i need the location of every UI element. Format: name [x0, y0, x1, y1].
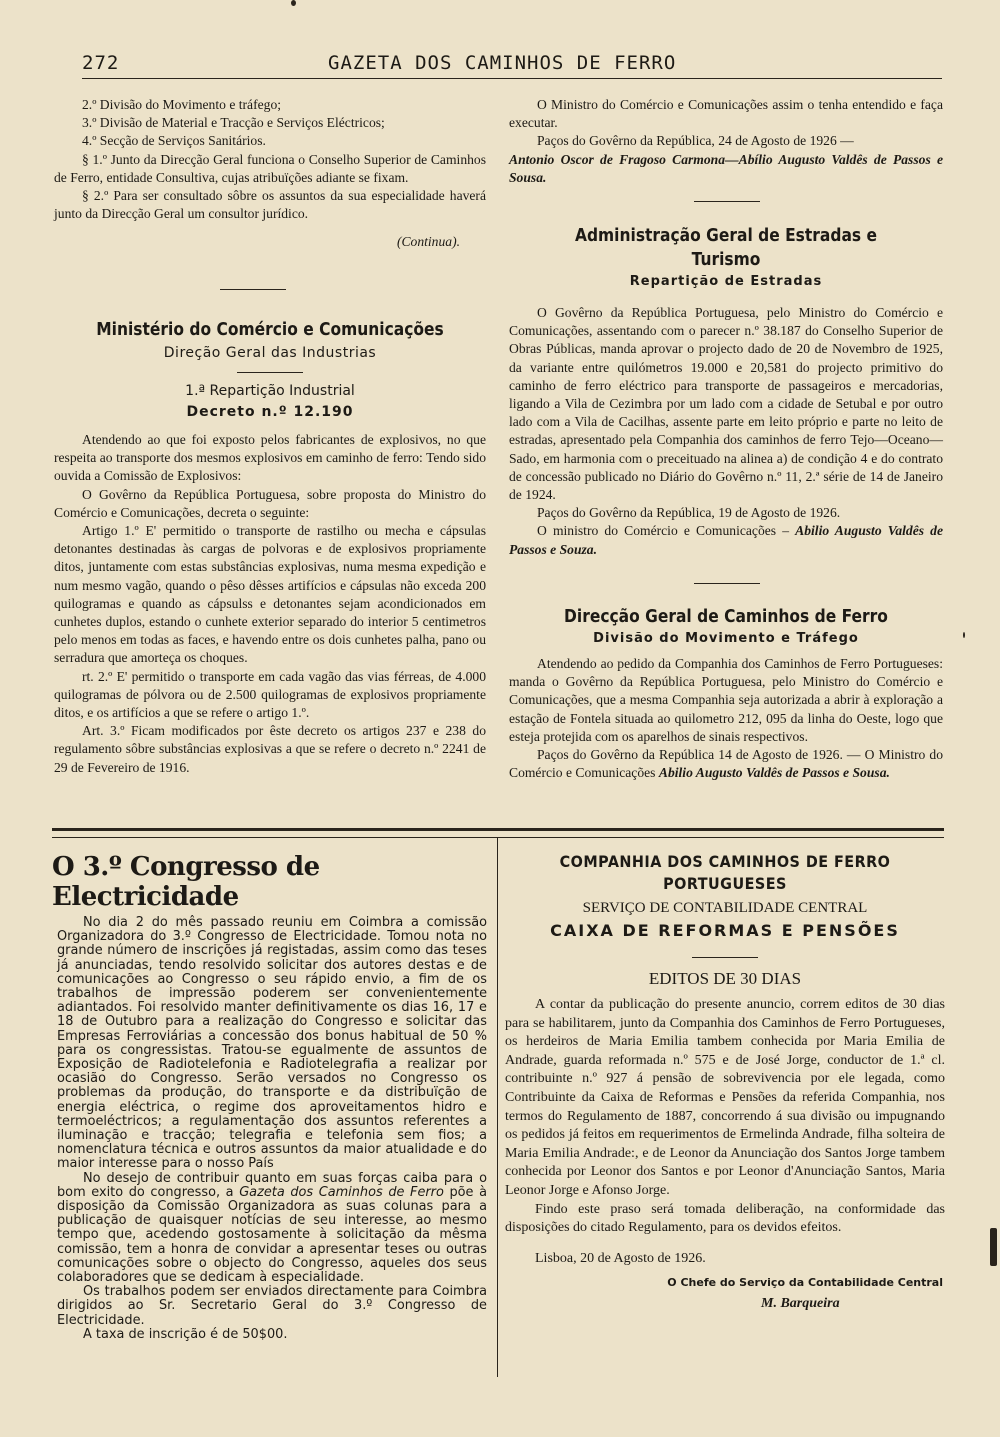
column-rule	[497, 837, 498, 1377]
paragraph: Atendendo ao que foi exposto pelos fabricantes de explosivos, no que respeita ao transporte dos mesmos explosivos em caminho de ferro: Tendo sido ouvida a Comissão de Explosivos:	[54, 432, 486, 484]
journal-name: Gazeta dos Caminhos de Ferro	[239, 1184, 444, 1200]
signature: M. Barqueira	[761, 1295, 840, 1311]
left-column-top	[54, 96, 486, 252]
right-column-top	[509, 96, 943, 187]
signature: Abilio Augusto Valdês de Passos e Sousa.	[658, 765, 890, 781]
section-title: Direcção Geral de Caminhos de Ferro	[564, 606, 888, 627]
section-subtitle: Divisão do Movimento e Tráfego	[593, 631, 859, 646]
paragraph: rt. 2.º E' permitido o transporte em cada vagão das vias férreas, de 4.000 quilogramas de pólvora ou de 2.500 quilogramas de explosivos propriamente ditos, e os artifícios a que se refere o artigo 1.º.	[54, 668, 486, 721]
paragraph-text: No desejo de contribuir quanto em suas forças caiba para o bom exito do congresso, a	[57, 1170, 487, 1200]
paragraph: Os trabalhos podem ser enviados directamente para Coimbra dirigidos ao Sr. Secretario Geral do 3.º Congresso de Electricidade.	[57, 1284, 487, 1328]
list-item: 2.º Divisão do Movimento e tráfego;	[82, 97, 282, 112]
paragraph: O Govêrno da República Portuguesa, sobre proposta do Ministro do Comércio e Comunicações, decreta o seguinte:	[54, 486, 486, 520]
decree-heading: Decreto n.º 12.190	[186, 404, 354, 420]
paragraph	[509, 746, 943, 782]
editos-heading: EDITOS DE 30 DIAS	[648, 969, 802, 988]
paragraph: No dia 2 do mês passado reuniu em Coimbra a comissão Organizadora do 3.º Congresso de Electricidade. Tomou nota no grande número de inscrições já registadas, assim como das teses já anunciadas, tendo resolvido solicitar dos autores destas e de comunicações ao Congresso o seu rápido envio, a fim de os trabalhos de impressão poderem ser convenientemente adiantados. Foi resolvido manter definitivamente os dias 16, 17 e 18 de Outubro para a realização do Congresso e solicitar das Empresas Ferroviárias a concessão dos bonus habitual de 50 % para os congressistas. Tratou-se egualmente de assuntos de Exposição de Radiotelefonia e Radiotelegrafia a realizar por ocasião do Congresso. Serão versados no Congresso os problemas da produção, do transporte e da distribuïção de energia eléctrica, o regime dos aproveitamentos hidro e termoeléctricos; a regulamentação dos assuntos referentes a iluminação e tracção; telegrafia e telefonia sem fios; a nomenclatura técnica e outros assuntos da maior atualidade e do maior interesse para o nosso País	[57, 915, 487, 1172]
paragraph: A taxa de inscrição é de 50$00.	[83, 1326, 288, 1342]
signature: Antonio Oscor de Fragoso Carmona—Abílio Augusto Valdês de Passos e Sousa.	[509, 151, 943, 185]
paragraph: Atendendo ao pedido da Companhia dos Caminhos de Ferro Portugueses: manda o Govêrno da República Portuguesa, pelo Ministro do Comércio e Comunicações, que a mesma Companhia seja autorizada a abrir à exploração a estação de Fontela situada ao quilometro 212, 095 da linha do Oeste, logo que esteja protejida com os aparelhos de sinais respectivos.	[509, 656, 943, 744]
signature: Abilio Augusto Valdês de Passos e Souza.	[509, 523, 943, 557]
continua-note: (Continua).	[396, 234, 460, 250]
ink-speck	[990, 1228, 997, 1266]
company-title: COMPANHIA DOS CAMINHOS DE FERRO PORTUGUESES	[559, 852, 891, 893]
administracao-section	[509, 224, 943, 559]
divider	[237, 372, 303, 373]
list-item: 4.º Secção de Serviços Sanitários.	[82, 133, 266, 149]
paragraph: A contar da publicação do presente anuncio, correm editos de 30 dias para se habilitarem, junto da Companhia dos Caminhos de Ferro Portugueses, os herdeiros de Maria Emilia tambem conhecida por Maria Emilia de Andrade, guarda reformada n.º 575 e de José Jorge, conductor de 1.ª cl. contribuinte n.º 927 á pensão de sobrevivencia por ele legada, como Contribuinte da Caixa de Reformas e Pensões da referida Companhia, nos termos do Regulamento de 1887, concorrendo á sua divisão ou impugnando os pedidos já feitos em requerimentos de Ermelinda Andrade, filha solteira de Maria Emilia Andrade:, e de Leonor da Anunciação dos Santos Jorge tambem conhecida por Leonor dos Santos e por Leonor d'Anunciação Santos, Maria Leonor Jorge e Afonso Jorge.	[505, 997, 945, 1198]
paragraph: Paços do Govêrno da República, 24 de Agosto de 1926 —	[537, 133, 854, 149]
journal-title: GAZETA DOS CAMINHOS DE FERRO	[328, 52, 677, 74]
companhia-notice	[505, 851, 945, 1314]
caixa-heading: CAIXA DE REFORMAS E PENSÕES	[550, 921, 900, 940]
paragraph: O Ministro do Comércio e Comunicações assim o tenha entendido e faça executar.	[509, 97, 943, 131]
paragraph: Paços do Govêrno da República, 19 de Agosto de 1926.	[537, 505, 841, 521]
repartition-heading: 1.ª Repartição Industrial	[185, 383, 355, 399]
paragraph: Artigo 1.º E' permitido o transporte de rastilho ou mecha e cápsulas detonantes destinadas às cargas de polvoras e de explosivos propriamente ditos, juntamente com estas substâncias explosivas, numa mesma expedição e num mesmo vagão, quando o pêso dêsses artifícios e cápsulas não exceda 200 quilogramas e quando as cápsulss e detonantes sejam acondicionados em cunhetes duplos, estando o cunhete exterior separado do interior 5 centimetros pelo menos em todas as faces, e havendo entre os dois cunhetes palha, pano ou serradura que amorteça os choques.	[54, 523, 486, 666]
page-header	[82, 52, 942, 79]
paragraph: § 1.º Junto da Direcção Geral funciona o Conselho Superior de Caminhos de Ferro, entidade Consultiva, cujas atribuïções adiante se fixam.	[54, 151, 486, 185]
congress-article	[57, 916, 487, 1342]
paragraph	[509, 522, 943, 558]
paragraph: Findo este praso será tomada deliberação, na conformidade das disposições do citado Regulamento, para os devidos efeitos.	[505, 1201, 945, 1236]
section-subtitle: Direção Geral das Industrias	[163, 345, 377, 361]
divider	[694, 201, 760, 202]
paragraph	[57, 1172, 487, 1286]
divider	[692, 957, 758, 958]
paragraph-text: põe à disposição da Comissão Organizadora as suas colunas para a publicação de quaisquer notícias de seu interesse, ao mesmo tempo que, acedendo gostosamente à solicitação da mêsma comissão, tem a honra de convidar a apresentar teses ou outras comunicações sobre o objecto do Congresso, aqueles dos seus colaboradores que se dedicam à especialidade.	[57, 1184, 487, 1286]
ministerio-section	[54, 318, 486, 777]
congress-title: O 3.º Congresso de Electricidade	[52, 852, 320, 912]
notice-date: Lisboa, 20 de Agosto de 1926.	[535, 1250, 706, 1266]
ink-speck	[291, 0, 296, 6]
direccao-section	[509, 605, 943, 782]
list-item: 3.º Divisão de Material e Tracção e Serviços Eléctricos;	[82, 115, 385, 131]
chief-title: O Chefe do Serviço da Contabilidade Central	[667, 1276, 943, 1290]
ink-speck	[963, 632, 965, 638]
section-rule	[52, 828, 944, 838]
section-title: Ministério do Comércio e Comunicações	[96, 319, 444, 340]
paragraph-text: Paços do Govêrno da República 14 de Agosto de 1926. — O Ministro do Comércio e Comunicações	[509, 747, 943, 781]
service-name: SERVIÇO DE CONTABILIDADE CENTRAL	[582, 900, 868, 916]
paragraph-text: O ministro do Comércio e Comunicações –	[537, 523, 790, 539]
section-subtitle: Repartição de Estradas	[629, 274, 823, 289]
paragraph: § 2.º Para ser consultado sôbre os assuntos da sua especialidade haverá junto da Direcção Geral um consultor jurídico.	[54, 188, 486, 222]
divider	[220, 289, 286, 290]
divider	[694, 583, 760, 584]
paragraph: O Govêrno da República Portuguesa, pelo Ministro do Comércio e Comunicações, assentando com o parecer n.º 38.187 do Conselho Superior de Obras Públicas, manda aprovar o projecto dado de 20 de Novembro de 1925, da variante entre quilómetros 19.000 e 20,581 do projecto primitivo do caminho de ferro eléctrico para transporte de passageiros e mercadorias, ligando a Vila de Cezimbra por um lado com a cidade de Setubal e por outro lado com a Vila de Cacilhas, assente parte em leito próprio e parte no leito de estradas, apresentado pela Companhia dos caminhos de ferro Tejo—Oceano—Sado, em harmonia com o preceituado na alinea a) de condição 4 e do contrato de concessão publicado no Diário do Govêrno n.º 11, 2.ª série de 14 de Janeiro de 1924.	[509, 305, 943, 503]
section-title: Administração Geral de Estradas e Turismo	[574, 225, 878, 270]
paragraph: Art. 3.º Ficam modificados por êste decreto os artigos 237 e 238 do regulamento sôbre substâncias explosivas a que se refere o decreto n.º 2241 de 29 de Fevereiro de 1916.	[54, 723, 486, 775]
page-number: 272	[82, 52, 120, 74]
